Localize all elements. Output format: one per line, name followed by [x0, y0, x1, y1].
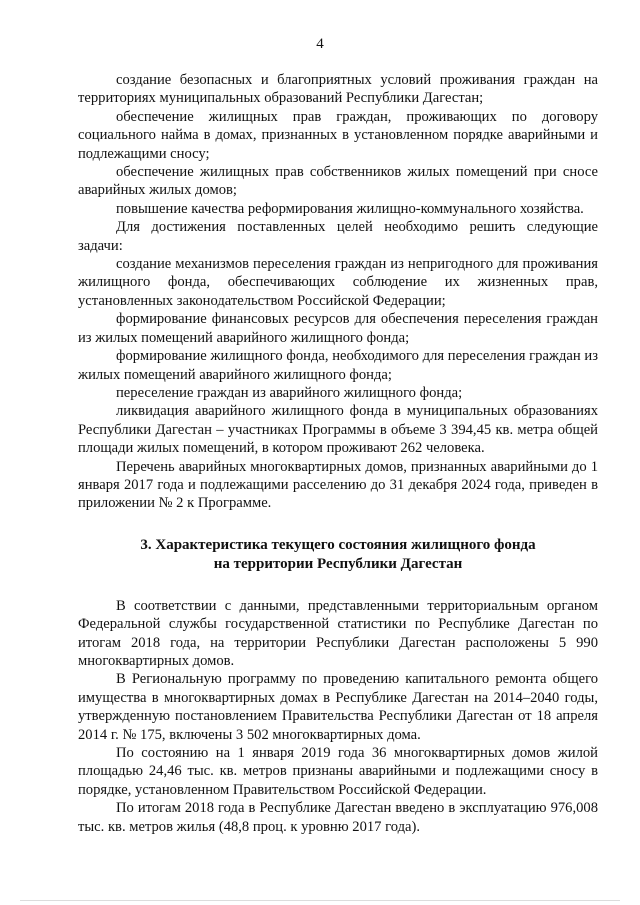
paragraph-goal-housing-reform: повышение качества реформирования жилищно-коммунального хозяйства.: [116, 200, 584, 217]
paragraph-housing-commissioned: По итогам 2018 года в Республике Дагестан введено в эксплуатацию 976,008 тыс. кв. метров жилья (48,8 проц. к уровню 2017 года).: [78, 800, 598, 835]
section-heading-line-2: на территории Республики Дагестан: [213, 555, 463, 572]
paragraph-task-resettlement: переселение граждан из аварийного жилищного фонда;: [116, 384, 463, 401]
bottom-edge-line: [20, 900, 620, 901]
paragraph-list-reference: Перечень аварийных многоквартирных домов, признанных аварийными до 1 января 2017 года и подлежащими расселению до 31 декабря 2024 года, приведен в приложении № 2 к Программе.: [78, 458, 598, 512]
paragraph-task-resettlement-mechanisms: создание механизмов переселения граждан из непригодного для проживания жилищного фонда, обеспечивающих соблюдение их жизненных прав, установленных законодательством Российской Федерации;: [78, 256, 598, 309]
paragraph-task-financial-resources: формирование финансовых ресурсов для обеспечения переселения граждан из жилых помещений аварийного жилищного фонда;: [78, 311, 598, 346]
paragraph-goal-owner-rights: обеспечение жилищных прав собственников жилых помещений при сносе аварийных жилых домов;: [78, 164, 598, 199]
paragraph-statistics: В соответствии с данными, представленными территориальным органом Федеральной службы государственной статистики по Республике Дагестан по итогам 2018 года, на территории Республики Дагестан расположены 5 990 многоквартирных домов.: [78, 597, 598, 669]
section-heading: [78, 536, 598, 574]
page-number: 4: [316, 36, 324, 52]
paragraph-goal-social-rent-rights: обеспечение жилищных прав граждан, проживающих по договору социального найма в домах, признанных в установленном порядке аварийными и подлежащими сносу;: [78, 108, 598, 162]
paragraph-task-housing-fund: формирование жилищного фонда, необходимого для переселения граждан из жилых помещений аварийного жилищного фонда;: [78, 348, 598, 383]
section-heading-line-1: 3. Характеристика текущего состояния жилищного фонда: [140, 536, 536, 553]
document-body: [78, 71, 598, 836]
paragraph-regional-program: В Региональную программу по проведению капитального ремонта общего имущества в многоквартирных домах в Республике Дагестан на 2014–2040 годы, утвержденную постановлением Правительства Республики Дагестан от 18 апреля 2014 г. № 175, включены 3 502 многоквартирных дома.: [78, 671, 598, 743]
paragraph-tasks-intro: Для достижения поставленных целей необходимо решить следующие задачи:: [78, 219, 598, 254]
paragraph-emergency-houses: По состоянию на 1 января 2019 года 36 многоквартирных домов жилой площадью 24,46 тыс. кв. метров признаны аварийными и подлежащими сносу в порядке, установленном Правительством Российской Федерации.: [78, 745, 598, 798]
paragraph-task-liquidation: ликвидация аварийного жилищного фонда в муниципальных образованиях Республики Дагестан – участниках Программы в объеме 3 394,45 кв. метра общей площади жилых помещений, в котором проживают 262 человека.: [78, 403, 598, 457]
paragraph-goal-safe-living: создание безопасных и благоприятных условий проживания граждан на территориях муниципальных образований Республики Дагестан;: [78, 72, 598, 107]
